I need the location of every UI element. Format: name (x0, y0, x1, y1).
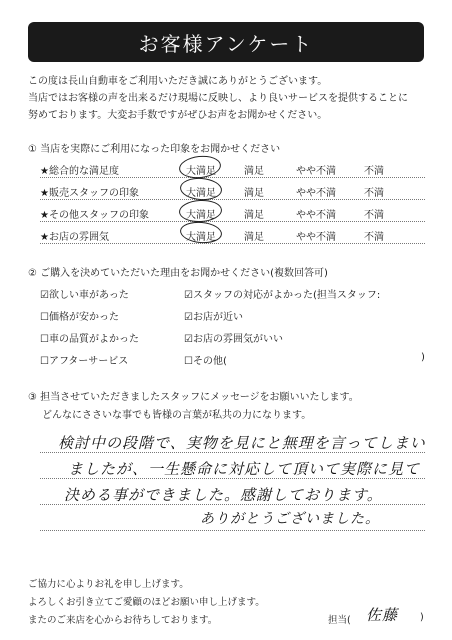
q1-row-3-option-1[interactable]: 大満足 (186, 210, 216, 221)
message-line-3: 決める事ができました。感謝しております。 (64, 486, 383, 504)
tantou-label: 担当( (328, 615, 351, 626)
q2-item-3[interactable]: ☐価格が安かった (40, 312, 119, 323)
q1-row-2-option-3[interactable]: やや不満 (296, 188, 336, 199)
q1-row-1-option-2[interactable]: 満足 (244, 166, 264, 177)
q1-row-4-option-3[interactable]: やや不満 (296, 232, 336, 243)
q1-row-1-option-1[interactable]: 大満足 (186, 166, 216, 177)
q1-row-1-label: ★総合的な満足度 (40, 166, 119, 177)
intro-line-3: 努めております。大変お手数ですがぜひお声をお聞かせください。 (28, 110, 328, 121)
q2-item-6[interactable]: ☑お店の雰囲気がいい (184, 334, 283, 345)
message-line-2: ましたが、一生懸命に対応して頂いて実際に見て (68, 460, 421, 478)
footer-line-3: またのご来店を心からお待ちしております。 (28, 615, 218, 626)
message-rule (40, 530, 425, 531)
title-text: お客様アンケート (138, 31, 314, 56)
q1-question: ① 当店を実際にご利用になった印象をお聞かせください (28, 144, 281, 155)
q3-question: ③ 担当させていただきましたスタッフにメッセージをお願いいたします。 (28, 392, 359, 403)
q1-row-1-option-4[interactable]: 不満 (364, 166, 384, 177)
q1-row-3-option-4[interactable]: 不満 (364, 210, 384, 221)
q1-row-4-label: ★お店の雰囲気 (40, 232, 109, 243)
q3-subtext: どんなにささいな事でも皆様の言葉が私共の力になります。 (42, 410, 312, 421)
divider (40, 199, 425, 200)
footer-line-1: ご協力に心よりお礼を申し上げます。 (28, 579, 189, 590)
q1-row-2-option-4[interactable]: 不満 (364, 188, 384, 199)
intro-line-1: この度は長山自動車をご利用いただき誠にありがとうございます。 (28, 76, 328, 87)
q1-row-3-option-2[interactable]: 満足 (244, 210, 264, 221)
divider (40, 243, 425, 244)
q1-row-3-option-3[interactable]: やや不満 (296, 210, 336, 221)
message-line-1: 検討中の段階で、実物を見にと無理を言ってしまい (58, 434, 426, 452)
q2-item-5[interactable]: ☐車の品質がよかった (40, 334, 139, 345)
intro-line-2: 当店ではお客様の声を出来るだけ現場に反映し、より良いサービスを提供することに (28, 93, 408, 104)
q1-row-4-option-2[interactable]: 満足 (244, 232, 264, 243)
q1-row-2-option-1[interactable]: 大満足 (186, 188, 216, 199)
q2-item-7[interactable]: ☐アフターサービス (40, 356, 129, 367)
q2-other-close-paren: ) (421, 352, 425, 363)
q1-row-4-option-1[interactable]: 大満足 (186, 232, 216, 243)
q1-row-1-option-3[interactable]: やや不満 (296, 166, 336, 177)
q2-item-4[interactable]: ☑お店が近い (184, 312, 243, 323)
q2-item-2[interactable]: ☑スタッフの対応がよかった(担当スタッフ: (184, 290, 381, 301)
q1-row-2-option-2[interactable]: 満足 (244, 188, 264, 199)
q1-row-3-label: ★その他スタッフの印象 (40, 210, 149, 221)
q2-question: ② ご購入を決めていただいた理由をお聞かせください(複数回答可) (28, 268, 328, 279)
q2-item-1[interactable]: ☑欲しい車があった (40, 290, 129, 301)
page-title (28, 22, 424, 62)
divider (40, 177, 425, 178)
q1-row-4-option-4[interactable]: 不満 (364, 232, 384, 243)
q1-row-2-label: ★販売スタッフの印象 (40, 188, 139, 199)
tantou-close: ) (420, 612, 424, 623)
divider (40, 221, 425, 222)
message-line-4: ありがとうございました。 (200, 511, 380, 527)
q2-item-8[interactable]: ☐その他( (184, 356, 227, 367)
tantou-signature: 佐藤 (366, 606, 399, 624)
footer-line-2: よろしくお引き立てご愛顧のほどお願い申し上げます。 (28, 597, 265, 608)
